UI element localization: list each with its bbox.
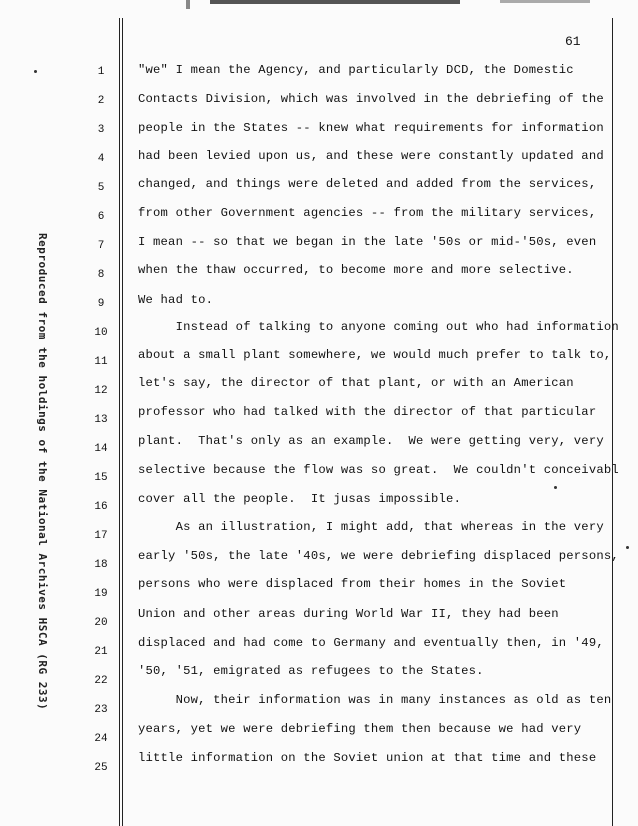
line-number: 21 bbox=[94, 646, 108, 658]
line-number: 10 bbox=[94, 327, 108, 339]
transcript-line: cover all the people. It jusas impossible. bbox=[138, 492, 462, 506]
line-number: 16 bbox=[94, 501, 108, 513]
line-number: 7 bbox=[97, 240, 105, 252]
line-number: 11 bbox=[94, 356, 108, 368]
transcript-line: professor who had talked with the director of that particular bbox=[138, 405, 597, 419]
line-number: 9 bbox=[97, 298, 105, 310]
scan-mark bbox=[500, 0, 590, 3]
line-number: 25 bbox=[94, 762, 108, 774]
transcript-line: little information on the Soviet union at that time and these bbox=[138, 751, 597, 765]
transcript-line: from other Government agencies -- from the military services, bbox=[138, 206, 597, 220]
transcript-line: about a small plant somewhere, we would much prefer to talk to, bbox=[138, 348, 612, 362]
transcript-line: selective because the flow was so great. We couldn't conceivabl bbox=[138, 463, 619, 477]
transcript-line: Union and other areas during World War II, they had been bbox=[138, 607, 559, 621]
line-number: 2 bbox=[97, 95, 105, 107]
line-number: 15 bbox=[94, 472, 108, 484]
transcript-line: displaced and had come to Germany and eventually then, in '49, bbox=[138, 636, 604, 650]
transcript-line: people in the States -- knew what requirements for information bbox=[138, 121, 604, 135]
line-number: 4 bbox=[97, 153, 105, 165]
line-number: 1 bbox=[97, 66, 105, 78]
scan-top-bar bbox=[210, 0, 460, 4]
transcript-line: persons who were displaced from their homes in the Soviet bbox=[138, 577, 567, 591]
line-number: 19 bbox=[94, 588, 108, 600]
transcript-line: '50, '51, emigrated as refugees to the States. bbox=[138, 664, 484, 678]
line-number: 20 bbox=[94, 617, 108, 629]
archive-sidebar-note: Reproduced from the holdings of the National Archives HSCA (RG 233) bbox=[36, 233, 49, 711]
line-number: 5 bbox=[97, 182, 105, 194]
line-number: 13 bbox=[94, 414, 108, 426]
line-number: 24 bbox=[94, 733, 108, 745]
transcript-line: I mean -- so that we began in the late '50s or mid-'50s, even bbox=[138, 235, 597, 249]
line-number: 14 bbox=[94, 443, 108, 455]
page-number: 61 bbox=[565, 34, 581, 49]
transcript-line: As an illustration, I might add, that whereas in the very bbox=[138, 520, 604, 534]
line-number: 8 bbox=[97, 269, 105, 281]
scan-speck bbox=[34, 70, 37, 73]
transcript-line: plant. That's only as an example. We were getting very, very bbox=[138, 434, 604, 448]
line-number: 6 bbox=[97, 211, 105, 223]
right-margin-rule bbox=[612, 18, 613, 826]
transcript-line: Now, their information was in many instances as old as ten bbox=[138, 693, 612, 707]
scan-mark bbox=[186, 0, 190, 9]
transcript-line: had been levied upon us, and these were constantly updated and bbox=[138, 149, 604, 163]
transcript-line: years, yet we were debriefing them then because we had very bbox=[138, 722, 582, 736]
line-number: 22 bbox=[94, 675, 108, 687]
transcript-line: let's say, the director of that plant, or with an American bbox=[138, 376, 574, 390]
margin-rule bbox=[119, 18, 120, 826]
transcript-line: changed, and things were deleted and added from the services, bbox=[138, 177, 597, 191]
line-number: 12 bbox=[94, 385, 108, 397]
scan-speck bbox=[554, 486, 557, 489]
transcript-line: "we" I mean the Agency, and particularly DCD, the Domestic bbox=[138, 63, 574, 77]
transcript-line: when the thaw occurred, to become more and more selective. bbox=[138, 263, 574, 277]
line-number: 3 bbox=[97, 124, 105, 136]
transcript-line: We had to. bbox=[138, 293, 214, 307]
transcript-line: Contacts Division, which was involved in the debriefing of the bbox=[138, 92, 604, 106]
margin-rule bbox=[122, 18, 123, 826]
transcript-line: early '50s, the late '40s, we were debriefing displaced persons, bbox=[138, 549, 619, 563]
line-number: 18 bbox=[94, 559, 108, 571]
line-number: 17 bbox=[94, 530, 108, 542]
line-number: 23 bbox=[94, 704, 108, 716]
scan-speck bbox=[626, 546, 629, 549]
transcript-line: Instead of talking to anyone coming out who had information bbox=[138, 320, 619, 334]
